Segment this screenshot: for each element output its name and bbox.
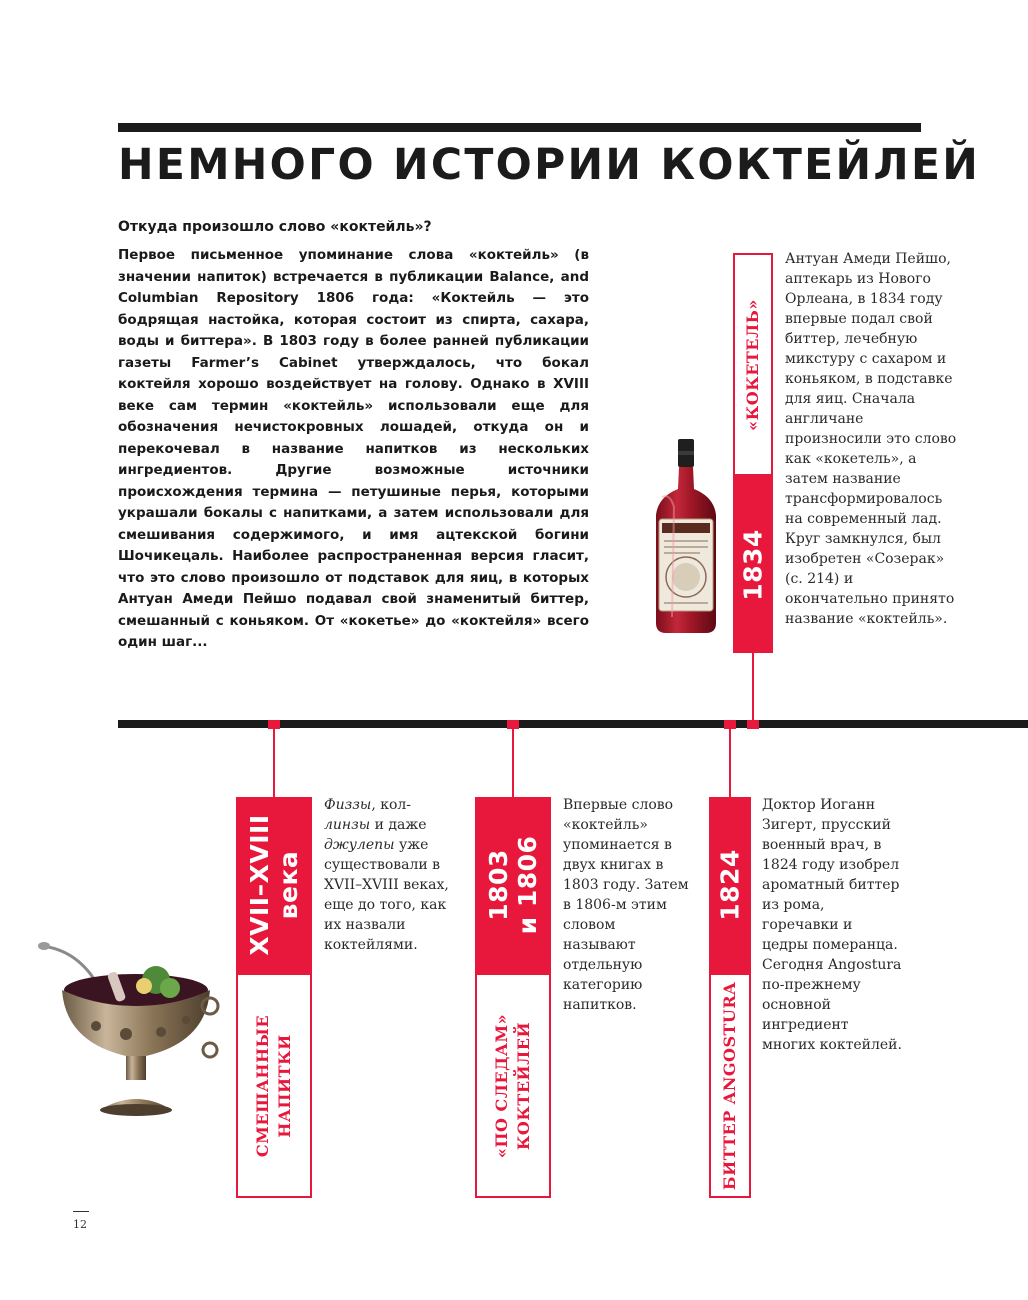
page-number: 12	[73, 1218, 87, 1231]
event-1834-label: «КОКЕТЕЛЬ»	[743, 298, 762, 431]
punch-bowl-image	[36, 938, 236, 1128]
event-1803-label-block	[475, 973, 551, 1198]
timeline-axis	[118, 720, 1028, 728]
page-title: НЕМНОГО ИСТОРИИ КОКТЕЙЛЕЙ	[118, 141, 981, 190]
event-1834-year-block	[733, 476, 773, 653]
peychauds-bitters-bottle-image	[650, 437, 722, 637]
top-rule	[118, 123, 921, 132]
event-1803-connector	[512, 728, 514, 798]
event-1824-label: БИТТЕР ANGOSTURA	[720, 981, 739, 1190]
event-1834-text: Антуан Амеди Пейшо, аптекарь из Нового Орлеана, в 1834 году впервые подал свой биттер, лечебную микстуру с сахаром и коньяком, в подставке для яиц. Сначала англичане произносили это слово как «кокетель», а затем название трансформировалось на современный лад. Круг замкнулся, был изобретен «Созерак» (с. 214) и окончательно принято название «коктейль».	[785, 251, 957, 627]
event-1803-label-line2: КОКТЕЙЛЕЙ	[514, 1021, 533, 1150]
event-1824-text: Доктор Иоганн Зигерт, прусский военный врач, в 1824 году изобрел ароматный биттер из рома, горечавки и цедры померанца. Сегодня Angostura по-прежнему основной ингредиент многих коктейлей.	[762, 797, 902, 1053]
event-17-label-block	[236, 973, 312, 1198]
event-1824-label-block	[709, 973, 751, 1198]
event-1803-text: Впервые слово «коктейль» упоминается в двух книгах в 1803 году. Затем в 1806-м этим словом называют отдельную категорию напитков.	[563, 797, 689, 1013]
event-1803-year-block	[475, 797, 551, 973]
page-number-rule	[73, 1211, 89, 1212]
event-17-label-line2: НАПИТКИ	[275, 1033, 294, 1138]
event-1824-year-block	[709, 797, 751, 973]
event-17-label-line1: СМЕШАННЫЕ	[253, 1014, 272, 1157]
event-1834-year: 1834	[738, 528, 768, 601]
event-1803-year-line2: и 1806	[513, 835, 542, 935]
event-1803-label-line1: «ПО СЛЕДАМ»	[492, 1013, 511, 1158]
event-1824-year: 1824	[715, 849, 745, 921]
event-17-text: Физзы, кол- линзы и даже джулепы уже существовали в XVII–XVIII веках, еще до того, как их назвали коктейлями.	[324, 797, 449, 953]
timeline-marker	[747, 720, 759, 729]
event-1824-connector	[729, 728, 731, 798]
event-1834-connector	[752, 653, 754, 721]
event-17-year-line1: XVII–XVIII	[245, 814, 274, 956]
intro-paragraph: Первое письменное упоминание слова «коктейль» (в значении напиток) встречается в публикации Balance, and Columbian Repository 1806 года: «Коктейль — это бодрящая настойка, которая состоит из спирта, сахара, воды и биттера». В 1803 году в более ранней публикации газеты Farmer’s Cabinet утверждалось, что бокал коктейля хорошо воздействует на голову. Однако в XVIII веке сам термин «коктейль» использовали еще для обозначения нечистокровных лошадей, откуда он и перекочевал в название напитков из нескольких ингредиентов. Другие возможные источники происхождения термина — петушиные перья, которыми украшали бокалы с напитками, а затем использовали для смешивания содержимого, и имя ацтекской богини Шочикецаль. Наиболее распространенная версия гласит, что это слово произошло от подставок для яиц, в которых Антуан Амеди Пейшо подавал свой знаменитый биттер, смешанный с коньяком. От «кокетье» до «коктейля» всего один шаг...	[118, 247, 589, 650]
event-1803-year-line1: 1803	[484, 849, 513, 921]
event-1834-label-block	[733, 253, 773, 476]
event-17-connector	[273, 728, 275, 798]
event-17-year-block	[236, 797, 312, 973]
event-17-year-line2: века	[274, 850, 303, 920]
section-question: Откуда произошло слово «коктейль»?	[118, 219, 432, 235]
